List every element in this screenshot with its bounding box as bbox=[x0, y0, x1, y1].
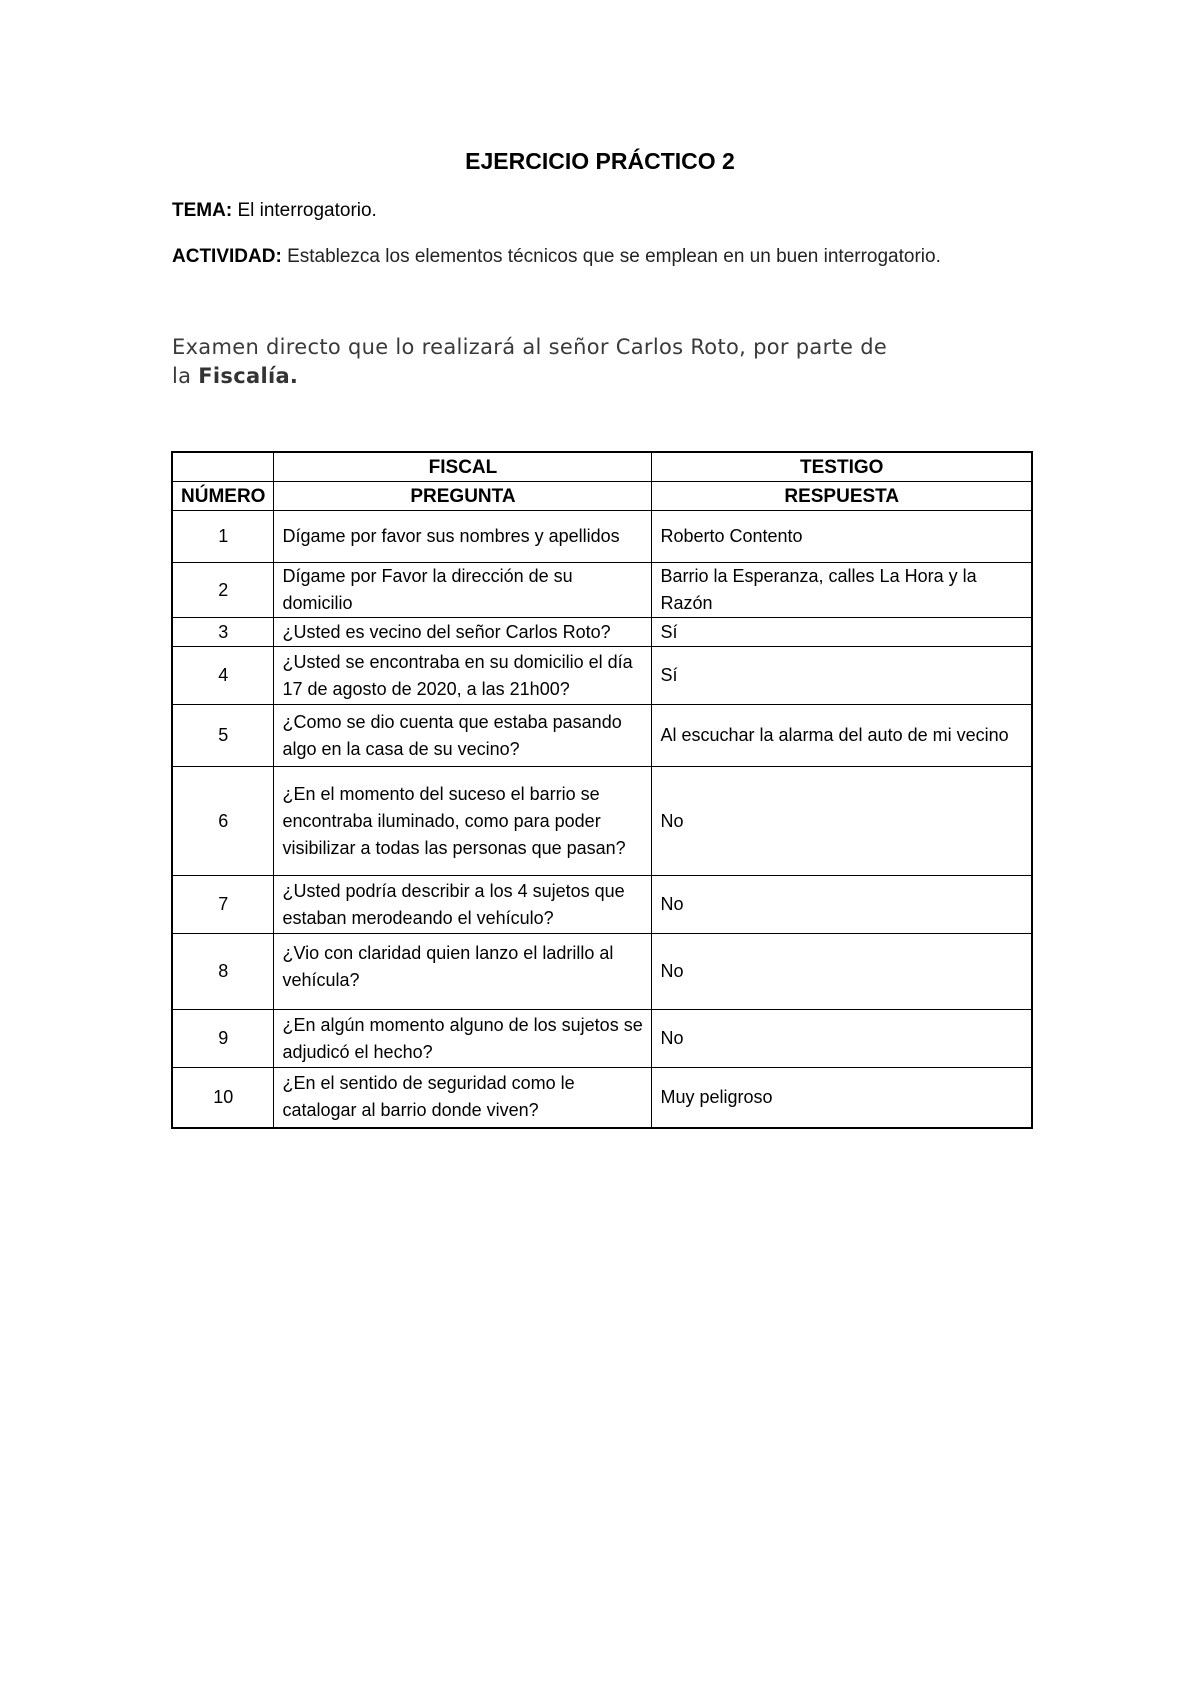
row-number: 6 bbox=[172, 767, 274, 876]
row-question: Dígame por Favor la dirección de su domicilio bbox=[274, 563, 652, 618]
row-question: Dígame por favor sus nombres y apellidos bbox=[274, 511, 652, 563]
row-number: 5 bbox=[172, 705, 274, 767]
table-row bbox=[172, 767, 1032, 876]
row-number: 3 bbox=[172, 618, 274, 647]
table-row bbox=[172, 563, 1032, 618]
row-question: ¿Usted podría describir a los 4 sujetos que estaban merodeando el vehículo? bbox=[274, 876, 652, 934]
table-row bbox=[172, 618, 1032, 647]
row-question: ¿Usted es vecino del señor Carlos Roto? bbox=[274, 618, 652, 647]
row-answer: Sí bbox=[652, 618, 1032, 647]
row-number: 4 bbox=[172, 647, 274, 705]
interrogation-table bbox=[171, 451, 1033, 1129]
table-row bbox=[172, 511, 1032, 563]
table-row bbox=[172, 934, 1032, 1010]
table-row bbox=[172, 1010, 1032, 1068]
actividad-line bbox=[172, 246, 941, 268]
header-numero: NÚMERO bbox=[172, 482, 274, 511]
header-pregunta: PREGUNTA bbox=[274, 482, 652, 511]
row-question: ¿Vio con claridad quien lanzo el ladrillo al vehícula? bbox=[274, 934, 652, 1010]
row-number: 7 bbox=[172, 876, 274, 934]
header-fiscal: FISCAL bbox=[274, 452, 652, 482]
header-testigo: TESTIGO bbox=[652, 452, 1032, 482]
row-question: ¿En el momento del suceso el barrio se encontraba iluminado, como para poder visibilizar a todas las personas que pasan? bbox=[274, 767, 652, 876]
tema-line bbox=[172, 200, 377, 222]
row-answer: No bbox=[652, 934, 1032, 1010]
row-question: ¿Usted se encontraba en su domicilio el día 17 de agosto de 2020, a las 21h00? bbox=[274, 647, 652, 705]
table-row bbox=[172, 1068, 1032, 1128]
table-row bbox=[172, 705, 1032, 767]
row-question: ¿En algún momento alguno de los sujetos se adjudicó el hecho? bbox=[274, 1010, 652, 1068]
row-answer: Barrio la Esperanza, calles La Hora y la Razón bbox=[652, 563, 1032, 618]
row-number: 10 bbox=[172, 1068, 274, 1128]
row-number: 8 bbox=[172, 934, 274, 1010]
table-row bbox=[172, 876, 1032, 934]
table-header-row-top bbox=[172, 452, 1032, 482]
intro-line-2 bbox=[172, 362, 932, 391]
actividad-value: Establezca los elementos técnicos que se emplean en un buen interrogatorio. bbox=[287, 246, 941, 267]
tema-label: TEMA: bbox=[172, 200, 233, 221]
header-empty-cell bbox=[172, 452, 274, 482]
row-number: 9 bbox=[172, 1010, 274, 1068]
row-answer: No bbox=[652, 767, 1032, 876]
row-answer: Muy peligroso bbox=[652, 1068, 1032, 1128]
row-number: 1 bbox=[172, 511, 274, 563]
row-answer: Al escuchar la alarma del auto de mi vecino bbox=[652, 705, 1032, 767]
row-answer: No bbox=[652, 1010, 1032, 1068]
row-number: 2 bbox=[172, 563, 274, 618]
row-question: ¿En el sentido de seguridad como le catalogar al barrio donde viven? bbox=[274, 1068, 652, 1128]
row-answer: Sí bbox=[652, 647, 1032, 705]
tema-value: El interrogatorio. bbox=[237, 200, 377, 221]
intro-paragraph bbox=[172, 333, 932, 391]
intro-line-2-prefix: la bbox=[172, 364, 199, 388]
table-row bbox=[172, 647, 1032, 705]
header-respuesta: RESPUESTA bbox=[652, 482, 1032, 511]
intro-line-2-strong: Fiscalía. bbox=[198, 364, 299, 388]
row-answer: No bbox=[652, 876, 1032, 934]
actividad-label: ACTIVIDAD: bbox=[172, 246, 282, 267]
table-header-row-sub bbox=[172, 482, 1032, 511]
row-question: ¿Como se dio cuenta que estaba pasando algo en la casa de su vecino? bbox=[274, 705, 652, 767]
page-title: EJERCICIO PRÁCTICO 2 bbox=[465, 148, 735, 174]
intro-line-1: Examen directo que lo realizará al señor Carlos Roto, por parte de bbox=[172, 335, 888, 359]
row-answer: Roberto Contento bbox=[652, 511, 1032, 563]
